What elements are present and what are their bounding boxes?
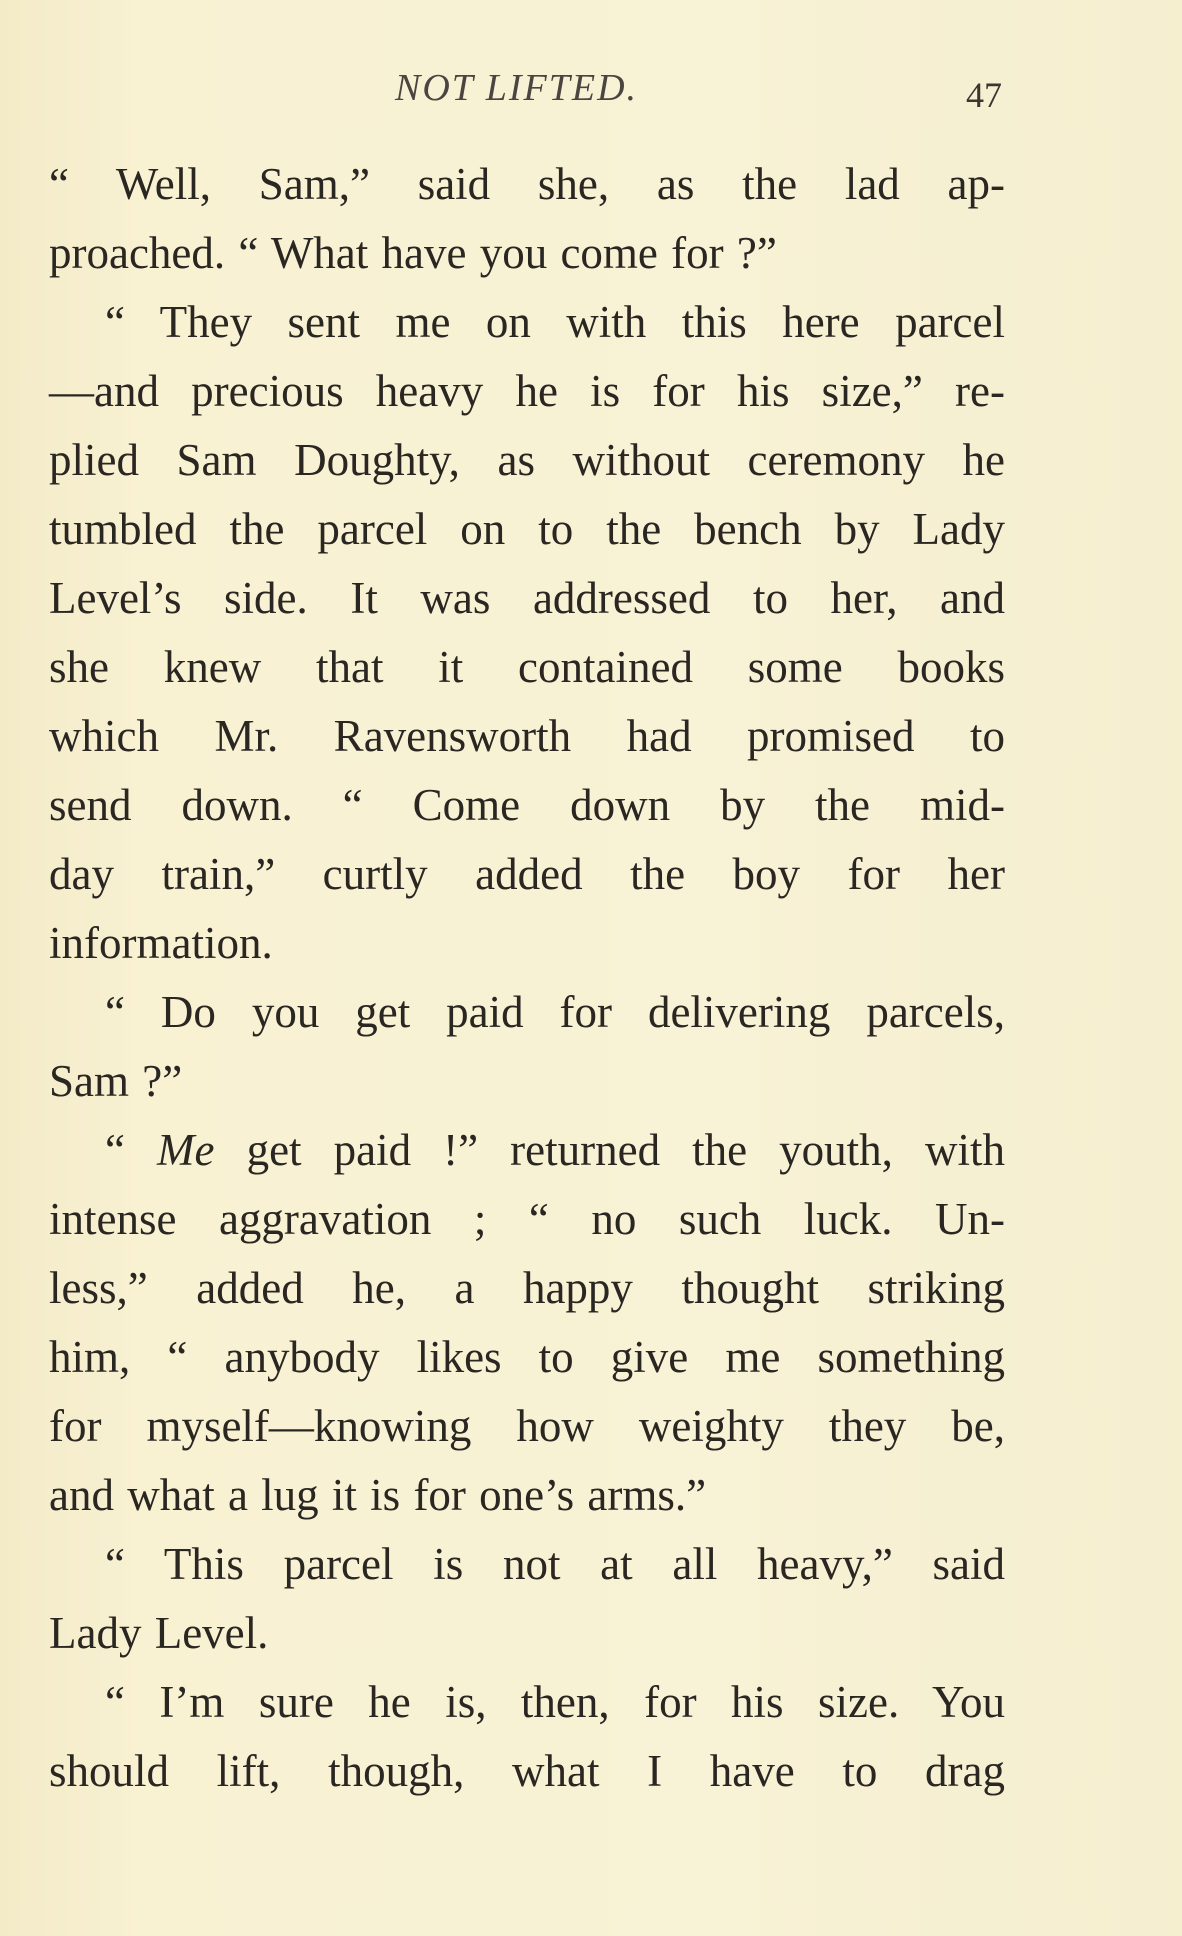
- text-line: day train,” curtly added the boy for her: [49, 849, 1005, 899]
- text-line: less,” added he, a happy thought striking: [49, 1263, 1005, 1313]
- text-line: she knew that it contained some books: [49, 642, 1005, 692]
- text-line: him, “ anybody likes to give me something: [49, 1332, 1005, 1382]
- text-line: “ This parcel is not at all heavy,” said: [105, 1539, 1005, 1589]
- page-number: 47: [966, 75, 1002, 115]
- text-line: information.: [49, 918, 273, 968]
- text-line: which Mr. Ravensworth had promised to: [49, 711, 1005, 761]
- text-line: “ I’m sure he is, then, for his size. You: [105, 1677, 1005, 1727]
- text-line: for myself—knowing how weighty they be,: [49, 1401, 1005, 1451]
- line-prefix: “: [105, 1125, 158, 1175]
- text-line: send down. “ Come down by the mid-: [49, 780, 1005, 830]
- text-line-with-italic: [49, 1116, 1005, 1185]
- line-suffix: get paid !” returned the youth, with: [214, 1125, 1005, 1175]
- text-line: and what a lug it is for one’s arms.”: [49, 1470, 707, 1520]
- running-title: NOT LIFTED.: [395, 67, 639, 109]
- text-line: “ They sent me on with this here parcel: [105, 297, 1005, 347]
- text-line: intense aggravation ; “ no such luck. Un-: [49, 1194, 1005, 1244]
- text-line: “ Well, Sam,” said she, as the lad ap-: [49, 159, 1005, 209]
- running-head: [0, 62, 1182, 115]
- text-line: should lift, though, what I have to drag: [49, 1746, 1005, 1796]
- text-line: Sam ?”: [49, 1056, 183, 1106]
- text-line: Lady Level.: [49, 1608, 269, 1658]
- text-line: tumbled the parcel on to the bench by Lady: [49, 504, 1005, 554]
- text-line: “ Do you get paid for delivering parcels,: [105, 987, 1005, 1037]
- italic-word: Me: [157, 1125, 215, 1175]
- text-line: Level’s side. It was addressed to her, and: [49, 573, 1005, 623]
- text-line: plied Sam Doughty, as without ceremony he: [49, 435, 1005, 485]
- text-line: —and precious heavy he is for his size,” re-: [49, 366, 1005, 416]
- body-text: [49, 150, 1005, 1806]
- text-line: proached. “ What have you come for ?”: [49, 228, 777, 278]
